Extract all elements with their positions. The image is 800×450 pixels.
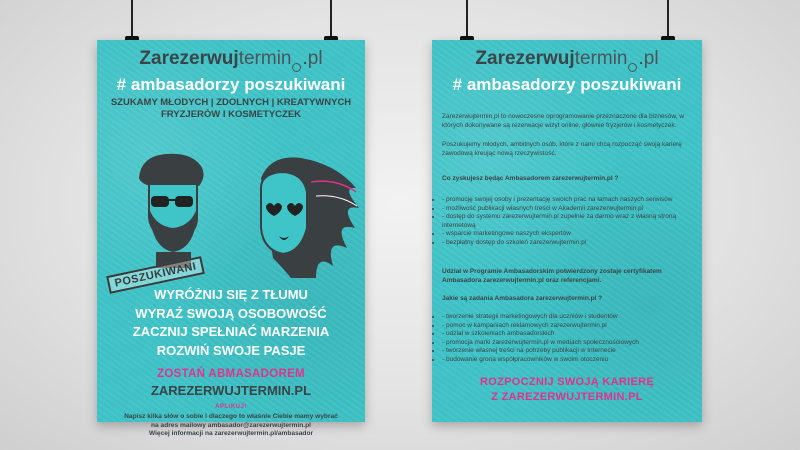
slogan-line: WYRÓŻNIJ SIĘ Z TŁUMU <box>154 287 308 302</box>
wanted-stamp: POSZUKIWANI <box>106 256 205 294</box>
cta-become-ambassador: ZOSTAŃ ABMASADOREM <box>157 368 305 380</box>
list-item: • - bezpłatny dostęp do szkoleń zarezerwujtermin.pl <box>442 239 692 248</box>
subheading-line-2: FRYZJERÓW I KOSMETYCZEK <box>160 109 302 120</box>
career-cta-line-1: ROZPOCZNIJ SWOJĄ KARIERĘ <box>479 376 655 388</box>
apply-heading: APLIKUJ! <box>215 404 247 410</box>
list-item: • - dostęp do systemu zarezerwujtermin.pl zupełnie za darmo wraz z własną stroną internetową <box>442 213 692 230</box>
list-item: • - budowanie grona współpracowników w swoim otoczeniu <box>442 356 692 365</box>
list-item: • - możliwość publikacji własnych treści w Akademii zarezerwujtermin.pl <box>442 205 692 214</box>
hashtag-heading: # ambasadorzy poszukiwani <box>452 75 682 94</box>
hanging-wire <box>466 0 468 40</box>
woman-face-icon <box>261 157 359 278</box>
clock-icon <box>628 63 637 72</box>
logo-domain: pl <box>643 48 659 69</box>
benefits-question: Co zyskujesz będąc Ambasadorem zarezerwujtermin.pl ? <box>442 175 619 182</box>
man-face-icon <box>139 154 204 268</box>
logo-light: termin <box>238 48 292 69</box>
list-item: • - promocja marki zarezerwujtermin.pl w mediach społecznościowych <box>442 339 692 348</box>
slogans-block <box>97 286 365 360</box>
brand-logo: Zarezerwujtermin .pl <box>432 48 702 72</box>
slogan-line: ROZWIŃ SWOJE PASJE <box>156 342 306 358</box>
hanging-wire <box>131 0 133 40</box>
apply-line: Napisz kilka słów o sobie i dlaczego to właśnie Ciebie mamy wybrać <box>124 413 338 420</box>
list-item: • - udział w szkoleniach ambasadorskich <box>442 330 692 339</box>
intro-paragraph-2: Poszukujemy młodych, ambitnych osób, które z nami chcą rozpocząć swoją karierę zawodową kreując nową rzeczywistość. <box>442 141 682 157</box>
slogan-line: ZACZNIJ SPEŁNIAĆ MARZENIA <box>132 324 330 339</box>
tasks-list <box>442 313 692 365</box>
list-item: • - wsparcie marketingowe naszych ekspertów <box>442 230 692 239</box>
cta-website: ZAREZERWUJTERMIN.PL <box>150 383 312 398</box>
intro-paragraph-1: Zarezerwujtermin.pl to nowoczesne oprogramowanie przeznaczone dla biznesów, w których dokonywane są rezerwacje wizyt online, głównie fryzjerów i kosmetyczek. <box>442 113 685 129</box>
logo-bold: Zarezerwuj <box>475 48 575 69</box>
tasks-question: Jakie są zadania Ambasadora zarezerwujtermin.pl ? <box>442 295 603 302</box>
certificate-note: Udział w Programie Ambasadorskim potwierdzony zostaje certyfikatem Ambasadora zarezerwujtermin.pl oraz referencjami. <box>442 268 662 284</box>
list-item: • - promocję swojej osoby i prezentację swoich prac na łamach naszych serwisów <box>442 196 692 205</box>
poster-right <box>432 40 702 422</box>
apply-instructions <box>105 413 357 439</box>
clock-icon <box>292 63 301 72</box>
logo-bold: Zarezerwuj <box>139 48 239 69</box>
brand-logo: Zarezerwujtermin .pl <box>97 48 365 72</box>
list-item: • - tworzenie własnej treści na potrzeby publikacji w Internecie <box>442 347 692 356</box>
poster-left <box>97 40 365 437</box>
apply-line: na adres mailowy ambasador@zarezerwujtermin.pl <box>151 421 311 429</box>
apply-line: Więcej informacji na zarezerwujtermin.pl/ambasador <box>148 430 314 437</box>
hanging-wire <box>667 0 669 40</box>
list-item: • - tworzenie strategii marketingowych dla uczniów i studentów <box>442 313 692 322</box>
slogan-line: WYRAŹ SWOJĄ OSOBOWOŚĆ <box>135 305 327 321</box>
career-cta-line-2: Z ZAREZERWUJTERMIN.PL <box>491 391 643 403</box>
list-item: • - pomoc w kampaniach reklamowych zarezerwujtermin.pl <box>442 322 692 331</box>
hanging-wire <box>330 0 332 40</box>
benefits-list <box>442 196 692 248</box>
subheading-line-1: SZUKAMY MŁODYCH | ZDOLNYCH | KREATYWNYCH <box>110 97 352 108</box>
logo-domain: pl <box>307 48 323 69</box>
hashtag-heading: # ambasadorzy poszukiwani <box>116 75 346 94</box>
logo-light: termin <box>574 48 628 69</box>
